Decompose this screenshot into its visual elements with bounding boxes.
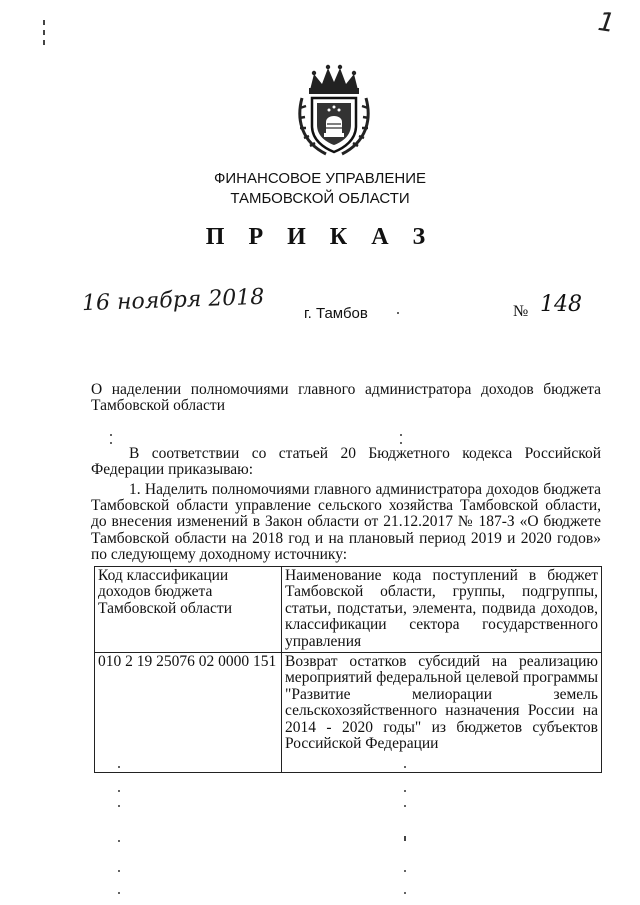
handwritten-number: 148 <box>540 292 582 317</box>
table-header-code: Код классификации доходов бюджета Тамбовской области <box>95 567 282 653</box>
margin-mark <box>43 40 45 45</box>
number-label: № <box>513 303 529 320</box>
scan-speck <box>118 892 120 894</box>
scan-speck <box>404 805 406 807</box>
margin-mark <box>43 30 45 35</box>
scan-speck <box>118 840 120 842</box>
scan-speck <box>110 442 112 444</box>
scan-speck <box>118 805 120 807</box>
scan-speck <box>110 434 112 436</box>
organization-name-line1: ФИНАНСОВОЕ УПРАВЛЕНИЕ <box>214 170 426 187</box>
scan-speck <box>404 790 406 792</box>
document-title: П Р И К А З <box>205 224 435 250</box>
scan-speck <box>400 442 402 444</box>
scan-speck <box>400 434 402 436</box>
page-number: 1 <box>595 6 617 40</box>
document-city: г. Тамбов <box>304 305 368 322</box>
table-row <box>95 653 602 773</box>
scan-speck <box>397 312 399 314</box>
body-paragraph-1: В соответствии со статьей 20 Бюджетного кодекса Российской Федерации приказываю: <box>91 445 601 479</box>
table-cell-name: Возврат остатков субсидий на реализацию мероприятий федеральной целевой программы "Развитие мелиорации земель сельскохозяйственного назначения России на 2014 - 2020 годы" из бюджетов субъектов Российской Федерации <box>282 653 602 773</box>
income-source-table <box>94 566 602 773</box>
handwritten-date: 16 ноября 2018 <box>81 284 265 317</box>
scan-speck <box>404 836 406 841</box>
table-header-row <box>95 567 602 653</box>
scan-speck <box>118 870 120 872</box>
scan-speck <box>404 870 406 872</box>
scan-speck <box>404 766 406 768</box>
scan-speck <box>118 790 120 792</box>
order-subject: О наделении полномочиями главного администратора доходов бюджета Тамбовской области <box>91 381 601 414</box>
body-paragraph-2: 1. Наделить полномочиями главного администратора доходов бюджета Тамбовской области управление сельского хозяйства Тамбовской области, до внесения изменений в Закон области от 21.12.2017 № 187-З «О бюджете Тамбовской области на 2018 год и на плановый период 2019 и 2020 годов» по следующему доходному источнику: <box>91 481 601 563</box>
scan-speck <box>404 892 406 894</box>
table-cell-code: 010 2 19 25076 02 0000 151 <box>95 653 282 773</box>
scan-speck <box>118 766 120 768</box>
organization-name-line2: ТАМБОВСКОЙ ОБЛАСТИ <box>230 190 410 207</box>
table-header-name: Наименование кода поступлений в бюджет Тамбовской области, группы, подгруппы, статьи, подстатьи, элемента, подвида доходов, классификации сектора государственного управления <box>282 567 602 653</box>
margin-mark <box>43 20 45 25</box>
coat-of-arms-emblem <box>296 64 372 158</box>
